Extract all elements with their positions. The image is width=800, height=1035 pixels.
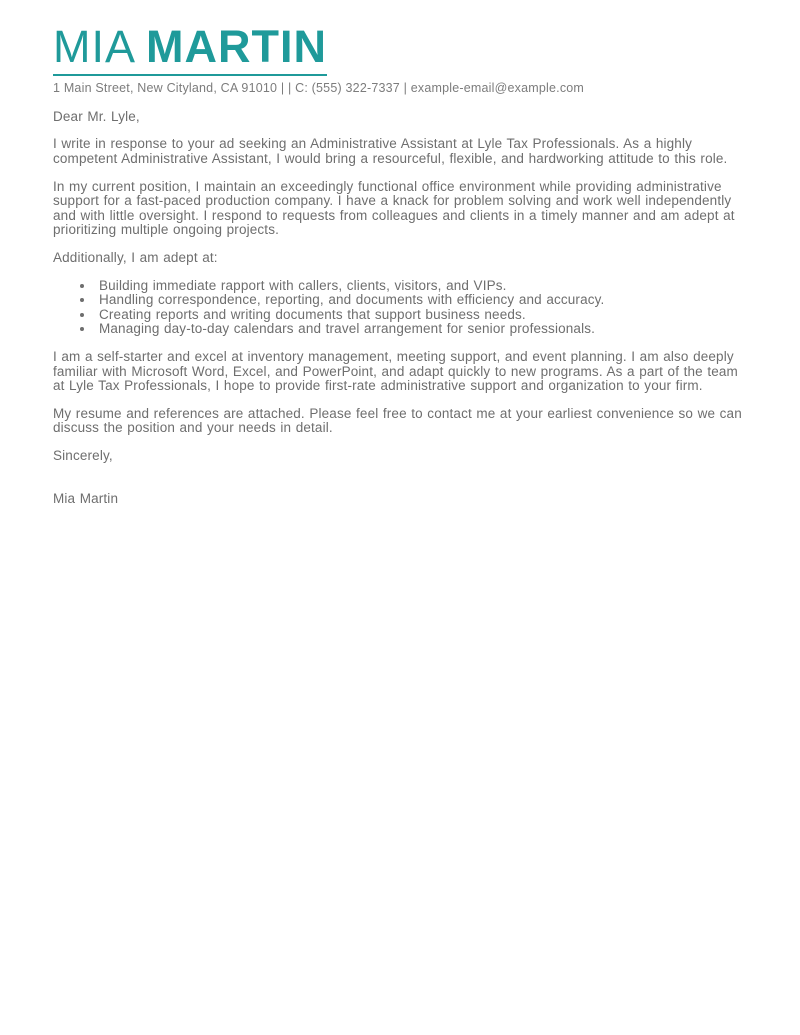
salutation: Dear Mr. Lyle, bbox=[53, 108, 140, 124]
signoff: Sincerely, bbox=[53, 447, 113, 463]
skill-item: • Handling correspondence, reporting, and documents with efficiency and accuracy. bbox=[95, 293, 745, 308]
skill-item: • Creating reports and writing documents that support business needs. bbox=[95, 308, 745, 323]
candidate-last-name: MARTIN bbox=[146, 21, 327, 72]
paragraph-strengths: I am a self-starter and excel at inventory management, meeting support, and event planning. I am also deeply familiar with Microsoft Word, Excel, and PowerPoint, and adapt quickly to new programs. As a part of the team at Lyle Tax Professionals, I hope to provide first-rate administrative support and organization to your firm. bbox=[53, 349, 738, 394]
letterhead bbox=[53, 21, 745, 95]
skill-item: • Building immediate rapport with callers, clients, visitors, and VIPs. bbox=[95, 279, 745, 294]
candidate-first-name: MIA bbox=[53, 21, 137, 72]
candidate-name bbox=[53, 21, 327, 76]
paragraph-current-position: In my current position, I maintain an exceedingly functional office environment while providing administrative support for a fast-paced production company. I have a knack for problem solving and work well independently and with little oversight. I respond to requests from colleagues and clients in a timely manner and am adept at prioritizing multiple ongoing projects. bbox=[53, 178, 735, 238]
skills-list bbox=[53, 279, 745, 337]
skill-item: • Managing day-to-day calendars and travel arrangement for senior professionals. bbox=[95, 322, 745, 337]
paragraph-intro: I write in response to your ad seeking an Administrative Assistant at Lyle Tax Professionals. As a highly competent Administrative Assistant, I would bring a resourceful, flexible, and hardworking attitude to this role. bbox=[53, 136, 728, 167]
skills-intro: Additionally, I am adept at: bbox=[53, 250, 218, 266]
paragraph-resume-attached: My resume and references are attached. Please feel free to contact me at your earliest convenience so we can discuss the position and your needs in detail. bbox=[53, 405, 742, 436]
contact-info: 1 Main Street, New Cityland, CA 91010 | | C: (555) 322-7337 | example-email@example.com bbox=[53, 80, 585, 95]
letter-body bbox=[53, 110, 745, 506]
signature: Mia Martin bbox=[53, 490, 119, 506]
